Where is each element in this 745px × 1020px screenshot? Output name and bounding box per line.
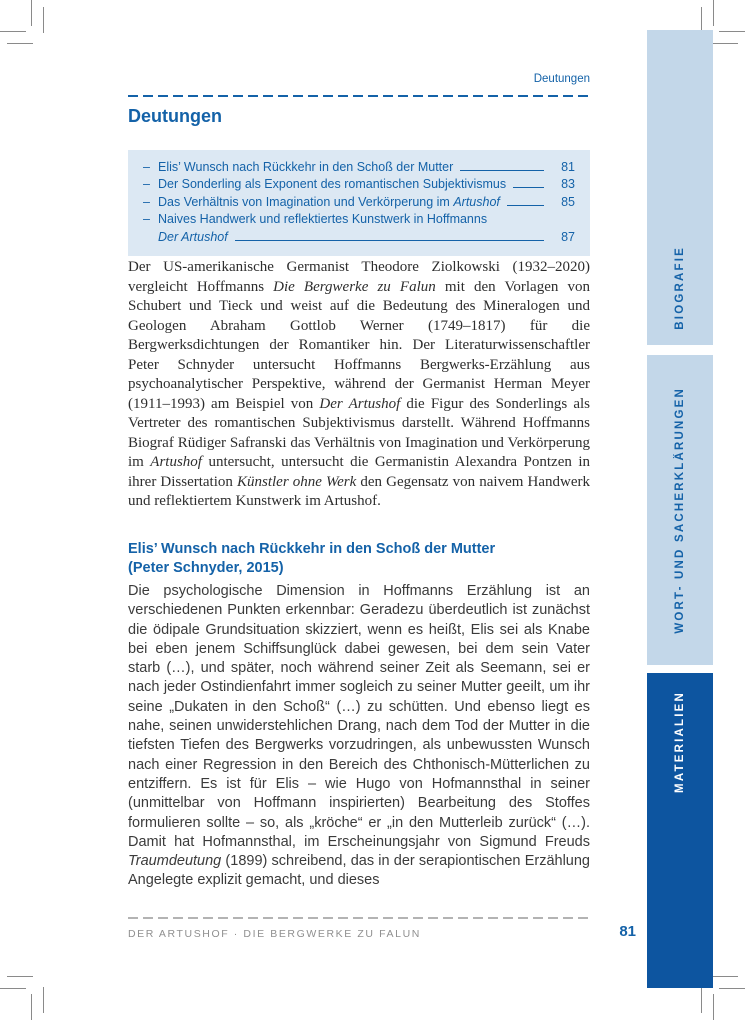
section-heading-line1: Elis’ Wunsch nach Rückkehr in den Schoß der Mutter — [128, 541, 496, 557]
toc-dash: – — [143, 194, 150, 209]
toc-page-number: 83 — [561, 177, 575, 192]
sidebar-tab-label: MATERIALIEN — [674, 691, 686, 793]
footer-dashed-rule — [128, 917, 590, 919]
header-dashed-rule — [128, 95, 590, 97]
toc-leader-line — [507, 205, 544, 206]
toc-item-label: Naives Handwerk und reflektiertes Kunstwerk in Hoffmanns — [158, 212, 488, 227]
toc-item — [143, 176, 575, 193]
toc-dash: – — [143, 177, 150, 192]
toc-item — [143, 211, 575, 228]
page-number: 81 — [619, 923, 636, 940]
toc-item — [143, 159, 575, 176]
toc-page-number: 85 — [561, 194, 575, 209]
toc-leader-line — [513, 187, 544, 188]
toc-page-number: 87 — [561, 229, 575, 244]
toc-dash: – — [143, 160, 150, 174]
toc-item — [143, 194, 575, 211]
quote-paragraph: Die psychologische Dimension in Hoffmanns Erzählung ist an verschiedenen Punkten erkennbar: Geradezu überdeutlich ist zunächst die ödipale Grundsituation skizziert, wenn es heißt, Elis sei als Knabe bei eben jenem Schiffsunglück dabei gewesen, bei dem sein Vater starb (…), und später, noch während seiner Zeit als Seemann, sei er nach jeder Ostindienfahrt immer sogleich zu seiner Mutter geeilt, um ihr seine „Dukaten in den Schoß“ (…) zu schütten. Und ebenso liegt es nahe, seinen unwiderstehlichen Drang, nach dem Tod der Mutter in die tiefsten Tiefen des Bergwerks vorzudringen, als unbewussten Wunsch nach einer Regression in den Bereich des Chthonisch-Mütterlichen zu entziffern. Es ist für Elis – wie Hugo von Hofmannsthal in seiner (unmittelbar von Hoffmann inspirierten) Bearbeitung des Stoffes formulieren sollte – so, als „kröche“ er „in den Mutterleib zurück“ (…). Damit hat Hofmannsthal, im Erscheinungsjahr von Sigmund Freuds Traumdeutung (1899) schreibend, das in der serapiontischen Erzählung Angelegte explizit gemacht, und dieses — [128, 583, 590, 889]
toc-dash: – — [143, 212, 150, 227]
toc-box — [128, 150, 590, 256]
toc-item-label: Der Artushof — [158, 229, 228, 244]
toc-leader-line — [235, 240, 544, 241]
sidebar-tab-wort-und-sacherklaerungen — [647, 355, 713, 665]
toc-item-label: Der Sonderling als Exponent des romantischen Subjektivismus — [158, 177, 507, 192]
sidebar-tab-label: WORT- UND SACHERKLÄRUNGEN — [674, 386, 686, 634]
section-heading — [128, 540, 590, 578]
toc-item-label: Das Verhältnis von Imagination und Verkörperung im Artushof — [158, 194, 500, 209]
toc-item-continuation — [158, 229, 575, 246]
footer-book-title: DER ARTUSHOF · DIE BERGWERKE ZU FALUN — [128, 928, 421, 940]
running-header: Deutungen — [533, 73, 590, 85]
sidebar-tab-biografie — [647, 30, 713, 345]
intro-paragraph: Der US-amerikanische Germanist Theodore Ziolkowski (1932–2020) vergleicht Hoffmanns Die Bergwerke zu Falun mit den Vorlagen von Schubert und Tieck und weist auf die Bedeutung des Mineralogen und Geologen Abraham Gottlob Werner (1749–1817) für die Bergwerksdichtungen der Romantiker hin. Der Literaturwissenschaftler Peter Schnyder untersucht Hoffmanns Bergwerks-Erzählung aus psychoanalytischer Perspektive, während der Germanist Herman Meyer (1911–1993) am Beispiel von Der Artushof die Figur des Sonderlings als Vertreter des romantischen Subjektivismus darstellt. Während Hoffmanns Biograf Rüdiger Safranski das Verhältnis von Imagination und Verkörperung im Artushof untersucht, untersucht die Germanistin Alexandra Pontzen in ihrer Dissertation Künstler ohne Werk den Gegensatz von naivem Handwerk und reflektiertem Kunstwerk im Artushof. — [128, 259, 591, 509]
toc-leader-line — [460, 170, 544, 171]
sidebar-tab-label: BIOGRAFIE — [674, 246, 686, 330]
toc-page-number: 81 — [561, 160, 575, 174]
sidebar-tab-materialien — [647, 673, 713, 988]
page-title: Deutungen — [128, 106, 222, 126]
toc-item-label: Elis’ Wunsch nach Rückkehr in den Schoß der Mutter — [158, 160, 454, 174]
section-heading-line2: (Peter Schnyder, 2015) — [128, 560, 284, 576]
